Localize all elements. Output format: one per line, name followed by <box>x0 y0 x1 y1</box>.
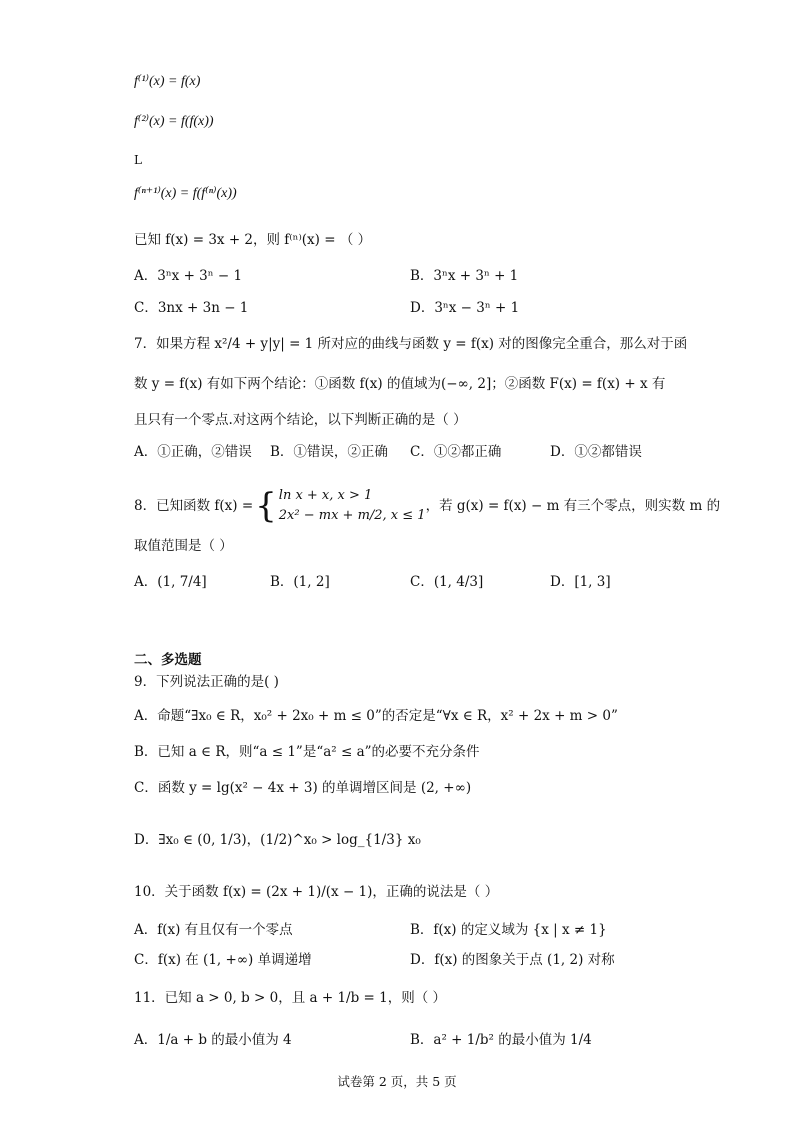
q7-option-a: A．①正确，②错误 <box>134 444 252 460</box>
q8-option-b: B．(1, 2] <box>270 574 330 590</box>
q9-option-a: A．命题“∃x₀ ∈ R，x₀² + 2x₀ + m ≤ 0”的否定是“∀x ∈ R，x² + 2x + m > 0” <box>134 708 618 724</box>
q8-cases <box>279 486 426 526</box>
q11-option-b: B．a² + 1/b² 的最小值为 1/4 <box>410 1032 592 1048</box>
q9-option-d: D．∃x₀ ∈ (0, 1/3)，(1/2)^x₀ > log_{1/3} x₀ <box>134 832 421 848</box>
q10-option-d: D．f(x) 的图象关于点 (1, 2) 对称 <box>410 952 615 968</box>
q9-stem: 9．下列说法正确的是( ) <box>134 674 279 690</box>
q8-prefix: 8．已知函数 f(x) = <box>134 498 254 514</box>
q8-option-a: A．(1, 7/4] <box>134 574 207 590</box>
q7-option-b: B．①错误，②正确 <box>270 444 388 460</box>
q8-option-d: D．[1, 3] <box>550 574 611 590</box>
definition-f1: f⁽¹⁾(x) = f(x) <box>134 74 201 89</box>
q8-brace: { <box>255 486 277 526</box>
q11-option-a: A．1/a + b 的最小值为 4 <box>134 1032 292 1048</box>
q8-case1: ln x + x, x > 1 <box>278 488 373 503</box>
q7-line2: 数 y = f(x) 有如下两个结论：①函数 f(x) 的值域为(−∞, 2]；②函数 F(x) = f(x) + x 有 <box>134 376 666 392</box>
q11-stem: 11．已知 a > 0, b > 0，且 a + 1/b = 1，则（ ） <box>134 990 446 1006</box>
q8-case2: 2x² − mx + m/2, x ≤ 1 <box>278 508 426 523</box>
q10-option-c: C．f(x) 在 (1, +∞) 单调递增 <box>134 952 312 968</box>
section-multiple-choice: 二、多选题 <box>134 652 202 668</box>
q7-option-d: D．①②都错误 <box>550 444 642 460</box>
q8-line1 <box>134 486 720 526</box>
q8-line2: 取值范围是（ ） <box>134 538 233 554</box>
q6-option-a: A．3ⁿx + 3ⁿ − 1 <box>134 268 243 284</box>
page-footer: 试卷第 2 页，共 5 页 <box>337 1074 457 1089</box>
q6-option-b: B．3ⁿx + 3ⁿ + 1 <box>410 268 519 284</box>
q6-option-c: C．3nx + 3n − 1 <box>134 300 249 316</box>
q7-line3: 且只有一个零点.对这两个结论，以下判断正确的是（ ） <box>134 412 467 428</box>
q8-suffix: ，若 g(x) = f(x) − m 有三个零点，则实数 m 的 <box>425 498 721 514</box>
q6-stem: 已知 f(x) = 3x + 2，则 f⁽ⁿ⁾(x) = （ ） <box>134 232 372 248</box>
definition-f2: f⁽²⁾(x) = f(f(x)) <box>134 114 214 129</box>
q10-stem: 10．关于函数 f(x) = (2x + 1)/(x − 1)，正确的说法是（ ） <box>134 884 499 900</box>
definition-fn1: f⁽ⁿ⁺¹⁾(x) = f(f⁽ⁿ⁾(x)) <box>134 186 237 201</box>
q9-option-c: C．函数 y = lg(x² − 4x + 3) 的单调增区间是 (2, +∞) <box>134 780 472 796</box>
q10-option-a: A．f(x) 有且仅有一个零点 <box>134 922 293 938</box>
q7-option-c: C．①②都正确 <box>410 444 502 460</box>
q9-option-b: B．已知 a ∈ R，则“a ≤ 1”是“a² ≤ a”的必要不充分条件 <box>134 744 480 760</box>
q10-option-b: B．f(x) 的定义域为 {x | x ≠ 1} <box>410 922 607 938</box>
q6-option-d: D．3ⁿx − 3ⁿ + 1 <box>410 300 520 316</box>
q8-option-c: C．(1, 4/3] <box>410 574 484 590</box>
q7-line1: 7．如果方程 x²/4 + y|y| = 1 所对应的曲线与函数 y = f(x) 对的图像完全重合，那么对于函 <box>134 336 688 352</box>
definition-dots: L <box>134 153 142 167</box>
